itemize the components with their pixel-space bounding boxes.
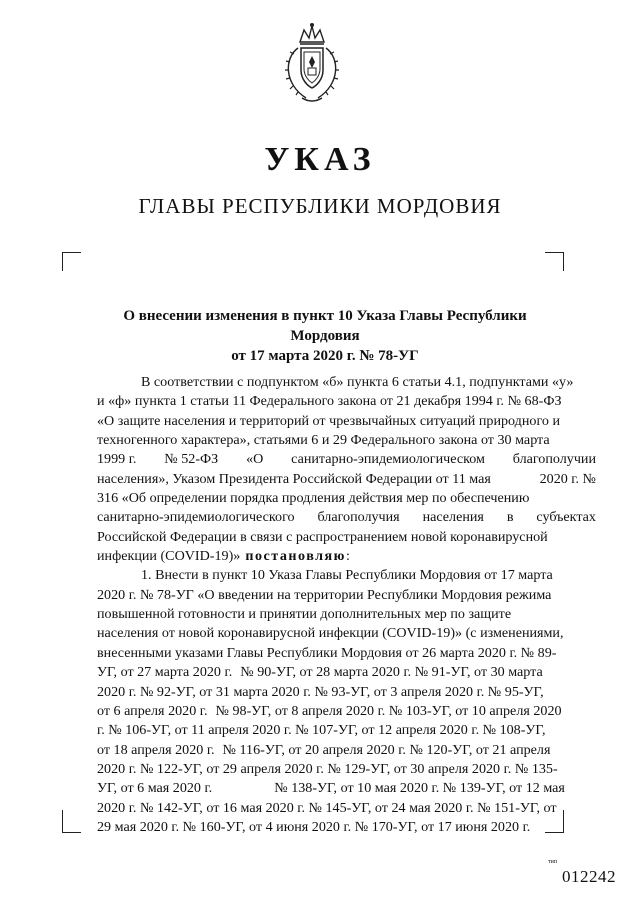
body-text: населения [422,509,484,526]
body-line [97,779,596,798]
body-text: № 98-УГ, от 8 апреля 2020 г. № 103-УГ, от 10 апреля 2020 [215,702,562,719]
body-text: техногенного характера», статьями 6 и 29 Федерального закона от 30 марта [97,432,550,449]
body-text: 2020 г. № 92-УГ, от 31 марта 2020 г. № 93-УГ, от 3 апреля 2020 г. № 95-УГ, [97,683,544,700]
body-text: санитарно-эпидемиологическом [291,451,485,468]
body-line [97,605,596,624]
body-line [97,392,596,411]
body-line [97,721,596,740]
body-text: 1. Внести в пункт 10 Указа Главы Республики Мордовия от 17 марта [141,567,553,584]
body-text: № 52-ФЗ [164,451,219,468]
body-text: «О [246,451,264,468]
body-line [97,741,596,760]
body-text: санитарно-эпидемиологического [97,509,295,526]
decree-keyword: постановляю [245,548,346,565]
document-body [97,373,596,837]
document-title-line: от 17 марта 2020 г. № 78-УГ [231,348,419,364]
body-text: в [506,509,514,526]
body-line [97,624,596,643]
body-text: 2020 г. № 78-УГ «О введении на территории Республики Мордовия режима [97,586,552,603]
corner-mark-top-left [62,252,81,271]
print-type-mark: тип [548,859,558,865]
body-text: благополучия [317,509,400,526]
body-text: от 6 апреля 2020 г. [97,702,208,719]
body-line [97,702,596,721]
body-text: внесенными указами Главы Республики Мордовия от 26 марта 2020 г. № 89- [97,644,557,661]
body-line [97,373,596,392]
body-line [97,450,596,469]
body-text: г. № 106-УГ, от 11 апреля 2020 г. № 107-УГ, от 12 апреля 2020 г. № 108-УГ, [97,722,546,739]
document-type-heading: УКАЗ [264,141,376,178]
body-line [97,760,596,779]
document-title-line: О внесении изменения в пункт 10 Указа Главы Республики Мордовия [123,308,527,344]
body-line [97,663,596,682]
body-line [97,586,596,605]
body-line [97,412,596,431]
body-line [97,470,596,489]
body-text: и «ф» пункта 1 статьи 11 Федерального закона от 21 декабря 1994 г. № 68-ФЗ [97,393,562,410]
body-text: 2020 г. № 122-УГ, от 29 апреля 2020 г. № 129-УГ, от 30 апреля 2020 г. № 135- [97,760,558,777]
body-text: «О защите населения и территорий от чрезвычайных ситуаций природного и [97,412,560,429]
body-text: 29 мая 2020 г. № 160-УГ, от 4 июня 2020 г. № 170-УГ, от 17 июня 2020 г. [97,818,531,835]
body-line [97,431,596,450]
body-text: субъектах [536,509,596,526]
body-text: № 90-УГ, от 28 марта 2020 г. № 91-УГ, от 30 марта [240,664,543,681]
issuer-heading: ГЛАВЫ РЕСПУБЛИКИ МОРДОВИЯ [138,194,502,218]
body-line [97,644,596,663]
body-text: инфекции (COVID-19)» [97,548,241,565]
body-line [97,683,596,702]
body-text: населения», Указом Президента Российской Федерации от 11 мая [97,470,491,487]
body-text: благополучии [512,451,596,468]
body-text: 316 «Об определении порядка продления действия мер по обеспечению [97,490,530,507]
body-text: УГ, от 27 марта 2020 г. [97,664,233,681]
corner-mark-top-right [545,252,564,271]
body-text: населения от новой коронавирусной инфекции (COVID-19)» (с изменениями, [97,625,564,642]
body-text: № 138-УГ, от 10 мая 2020 г. № 139-УГ, от 12 мая [274,780,565,797]
corner-mark-bottom-left [62,810,81,833]
serial-number: 012242 [562,867,616,886]
body-line [97,528,596,547]
body-text: Российской Федерации в связи с распространением новой коронавирусной [97,528,548,545]
body-line [97,508,596,527]
body-text: 2020 г. № 142-УГ, от 16 мая 2020 г. № 145-УГ, от 24 мая 2020 г. № 151-УГ, от [97,799,557,816]
body-line [97,799,596,818]
body-line [97,566,596,585]
document-title [90,306,560,366]
body-text: повышенной готовности и принятии дополнительных мер по защите [97,606,512,623]
body-text: 1999 г. [97,451,137,468]
body-text: 2020 г. № [539,470,596,487]
body-text: от 18 апреля 2020 г. [97,741,215,758]
body-line [97,547,596,566]
body-text: УГ, от 6 мая 2020 г. [97,780,213,797]
body-line [97,489,596,508]
body-text: № 116-УГ, от 20 апреля 2020 г. № 120-УГ, от 21 апреля [222,741,551,758]
body-text: : [345,548,350,565]
body-line [97,818,596,837]
coat-of-arms-emblem [276,18,348,106]
body-text: В соответствии с подпунктом «б» пункта 6 статьи 4.1, подпунктами «у» [141,374,574,390]
